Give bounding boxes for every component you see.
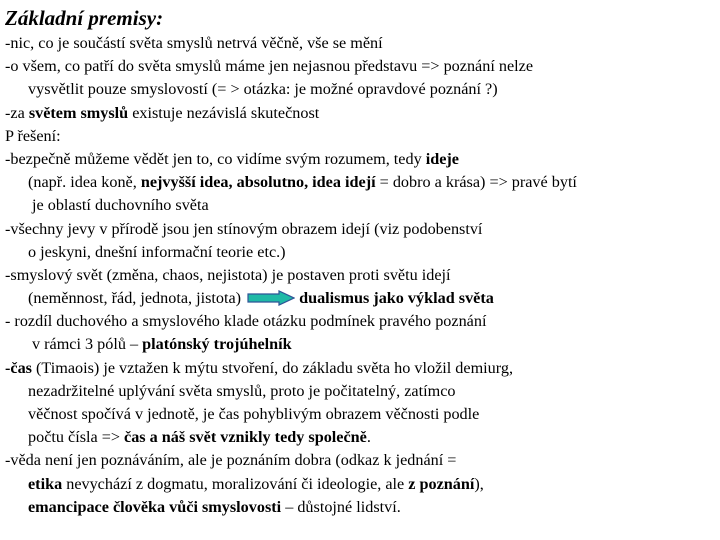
line-20-text-d: ),: [474, 474, 484, 493]
slide-body: [5, 32, 717, 519]
line-15: [5, 357, 717, 380]
line-6-bold: ideje: [425, 149, 459, 168]
line-14-text-a: v rámci 3 pólů –: [32, 335, 143, 354]
line-14-bold: platónský trojúhelník: [142, 335, 292, 354]
right-arrow-icon: [247, 290, 295, 306]
line-4: [5, 102, 717, 125]
line-10: o jeskyni, dnešní informační teorie etc.): [28, 242, 286, 261]
line-21-bold: emancipace člověka vůči smyslovosti: [28, 497, 282, 516]
line-21-text-b: – důstojné lidství.: [281, 497, 401, 516]
line-4-text-c: existuje nezávislá skutečnost: [128, 103, 320, 122]
line-20: [5, 473, 717, 496]
line-18-bold: čas a náš svět vznikly tedy společně: [124, 428, 367, 447]
line-8: je oblastí duchovního světa: [32, 196, 209, 215]
line-15-text-b: (Timaois) je vztažen k mýtu stvoření, do základu světa ho vložil demiurg,: [31, 358, 514, 377]
line-6: [5, 148, 717, 171]
line-7: [5, 171, 717, 194]
line-9: -všechny jevy v přírodě jsou jen stínovým obrazem idejí (viz podobenství: [5, 219, 483, 238]
line-3: vysvětlit pouze smyslovostí (= > otázka: je možné opravdové poznání ?): [28, 80, 498, 99]
line-11: -smyslový svět (změna, chaos, nejistota) je postaven proti světu idejí: [5, 265, 451, 284]
line-5: P řešení:: [5, 126, 61, 145]
line-18: [5, 426, 717, 449]
line-2: -o všem, co patří do světa smyslů máme jen nejasnou představu => poznání nelze: [5, 57, 534, 76]
line-20-bold-c: z poznání: [408, 474, 475, 493]
line-17: věčnost spočívá v jednotě, je čas pohyblivým obrazem věčnosti podle: [28, 405, 480, 423]
line-15-bold: -čas: [5, 358, 32, 377]
line-1: -nic, co je součástí světa smyslů netrvá věčně, vše se mění: [5, 34, 383, 52]
line-6-text-a: -bezpečně můžeme vědět jen to, co vidíme svým rozumem, tedy: [5, 149, 426, 168]
arrow-shape: [248, 291, 294, 305]
line-7-text-c: = dobro a krása) => pravé bytí: [375, 173, 577, 192]
line-18-text-c: .: [366, 428, 371, 447]
line-20-text-b: nevychází z dogmatu, moralizování či ideologie, ale: [62, 474, 409, 493]
line-4-bold: světem smyslů: [28, 103, 129, 122]
line-16: nezadržitelné uplývání světa smyslů, proto je počitatelný, zatímco: [28, 381, 456, 400]
line-14: [5, 333, 717, 356]
line-19: -věda není jen poznáváním, ale je poznáním dobra (odkaz k jednání =: [5, 451, 457, 470]
line-20-bold-a: etika: [28, 474, 63, 493]
line-4-text-a: -za: [5, 103, 29, 122]
line-12: [5, 287, 717, 310]
line-18-text-a: počtu čísla =>: [28, 428, 125, 447]
line-12-bold: dualismus jako výklad světa: [299, 289, 494, 308]
line-7-text-a: (např. idea koně,: [28, 173, 141, 192]
line-13: - rozdíl duchového a smyslového klade otázku podmínek pravého poznání: [5, 312, 487, 331]
slide-title: Základní premisy:: [5, 6, 164, 30]
line-7-bold: nejvyšší idea, absolutno, idea idejí: [140, 173, 376, 192]
line-12-text-a: (neměnnost, řád, jednota, jistota): [28, 289, 242, 308]
line-21: [5, 496, 717, 519]
